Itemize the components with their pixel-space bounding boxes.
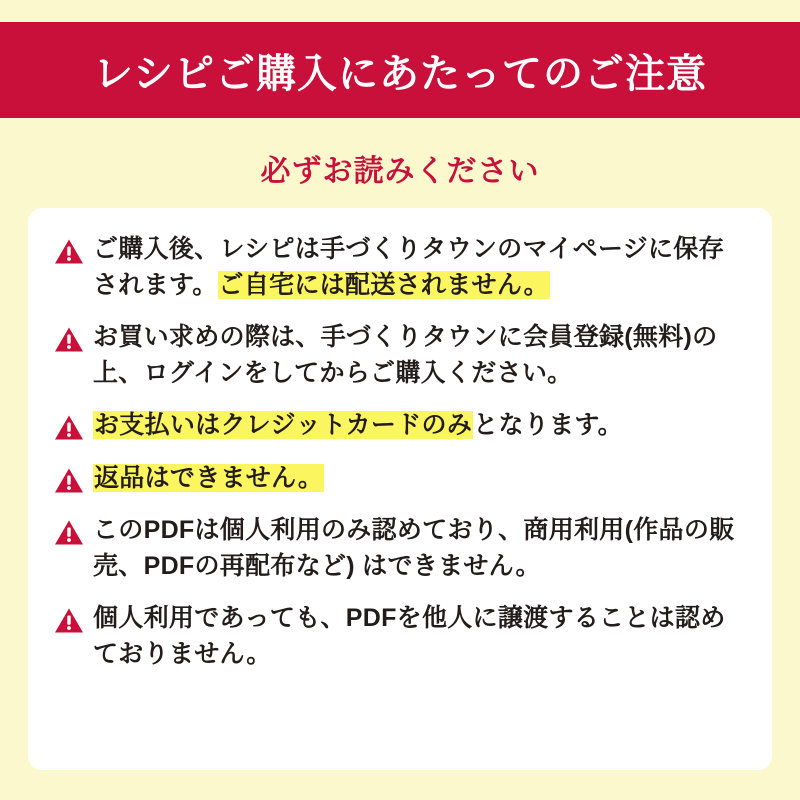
page-subtitle: 必ずお読みください <box>260 155 540 188</box>
highlighted-text: お支払いはクレジットカードのみ <box>94 411 473 439</box>
notice-item-text <box>93 320 746 391</box>
notice-item <box>54 601 746 672</box>
notice-item-text <box>93 601 746 672</box>
normal-text: お買い求めの際は、手づくりタウンに会員登録(無料)の上、ログインをしてからご購入ください。 <box>93 323 718 387</box>
warning-icon <box>54 467 84 494</box>
notice-item-text <box>93 408 623 444</box>
notice-card <box>28 208 772 770</box>
notice-item <box>54 232 746 303</box>
normal-text: ご購入後、レシピは手づくりタウンのマイページに保存されます。 <box>93 235 724 299</box>
notice-item-text <box>93 232 746 303</box>
header-band <box>0 22 800 118</box>
warning-icon <box>54 326 84 353</box>
notice-item <box>54 408 746 444</box>
warning-icon <box>54 519 84 546</box>
normal-text: このPDFは個人利用のみ認めており、商用利用(作品の販売、PDFの再配布など) はできません。 <box>93 516 735 580</box>
highlighted-text: 返品はできません。 <box>94 463 324 492</box>
warning-icon <box>54 607 84 634</box>
notice-item <box>54 320 746 391</box>
normal-text: となります。 <box>473 411 623 439</box>
normal-text: 個人利用であっても、PDFを他人に譲渡することは認めておりません。 <box>93 604 726 668</box>
page-title: レシピご購入にあたってのご注意 <box>93 51 707 96</box>
highlighted-text: ご自宅には配送されません。 <box>218 270 549 299</box>
notice-item <box>54 461 746 497</box>
notice-item <box>54 513 746 584</box>
warning-icon <box>54 238 84 265</box>
notice-list <box>54 232 746 672</box>
notice-item-text <box>93 513 746 584</box>
notice-item-text <box>93 461 324 497</box>
warning-icon <box>54 414 84 441</box>
